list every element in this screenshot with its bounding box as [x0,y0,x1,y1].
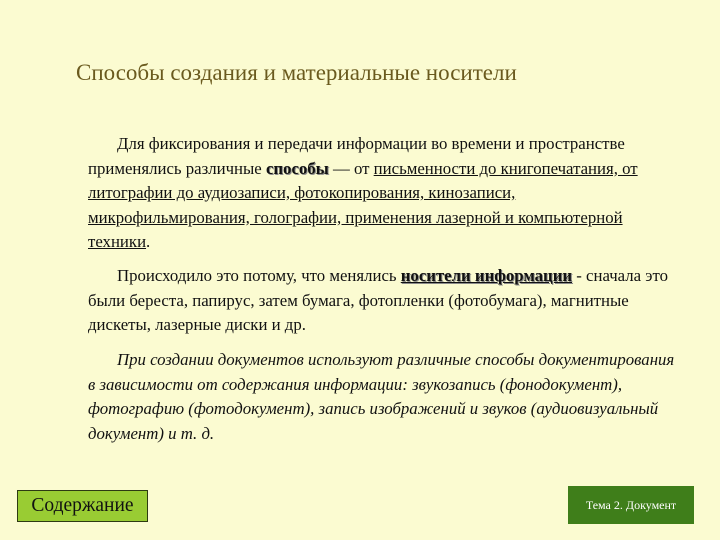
paragraph-documenting-text: При создании документов используют различные способы документирования в зависимости от содержания информации: звукозапись (фонодокумент), фотографию (фотодокумент), запись изображений и звуков (аудиовизуальный документ) и т. д. [88,350,675,443]
highlight-carriers: носители информации [400,266,573,285]
paragraph-methods-dash: — от [328,158,374,178]
paragraph-documenting [88,348,678,446]
contents-button[interactable]: Содержание [17,490,148,522]
paragraph-methods [88,132,678,255]
paragraph-methods-intro: Для фиксирования и передачи информации во времени и пространстве применялись различные [88,134,625,178]
topic-badge: Тема 2. Документ [568,486,694,524]
paragraph-carriers-intro: Происходило это потому, что менялись [117,266,401,285]
slide-title: Способы создания и материальные носители [76,60,517,85]
methods-list: письменности до книгопечатания, от литографии до аудиозаписи, фотокопирования, кинозаписи, микрофильмирования, голографии, применения лазерной и компьютерной техники [88,158,638,252]
paragraph-carriers-list: - сначала это были береста, папирус, затем бумага, фотопленки (фотобумага), магнитные дискеты, лазерные диски и др. [88,266,668,335]
paragraph-methods-end: . [146,232,151,252]
highlight-methods: способы [265,158,329,178]
paragraph-carriers [88,264,678,338]
